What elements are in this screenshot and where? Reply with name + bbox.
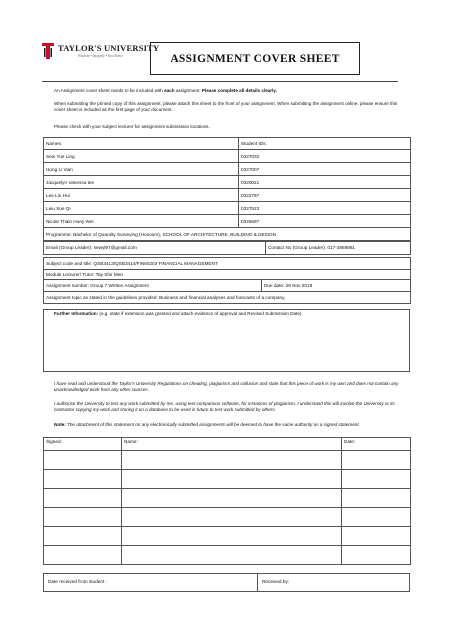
signature-row	[44, 451, 411, 470]
signature-cell[interactable]	[44, 489, 122, 508]
signature-cell[interactable]	[44, 451, 122, 470]
university-crest-icon	[42, 43, 54, 59]
declaration-authorisation: I authorise the University to test any work submitted by me, using text comparison software, for instances of plagiarism. I understand this will involve the University or its contractor copying my work and storing it on a database to be used in future to test work submitted by others.	[54, 401, 395, 412]
student-row	[44, 176, 411, 189]
instruction-3: Please check with your subject lecturer for assignment submission locations.	[54, 124, 210, 129]
topic-row	[44, 292, 411, 304]
signature-header-row	[44, 438, 411, 451]
ids-header: Student IDs:	[239, 138, 411, 150]
student-id[interactable]: 0325697	[239, 215, 411, 228]
student-id[interactable]: 0327007	[239, 163, 411, 176]
signature-row	[44, 489, 411, 508]
name-header: Name:	[122, 438, 342, 451]
instruction-2: When submitting the printed copy of this assignment, please attach this sheet to the front of your assignment. When submitting the assignment online, please ensure this cover sheet is included as the first page of your document.	[54, 101, 398, 112]
due-date-field[interactable]: Due date: 29 Nov 2018	[262, 280, 411, 292]
lecturer-field[interactable]: Module Lecturer/ Tutor: Tay Shir Men	[44, 270, 411, 280]
student-row	[44, 189, 411, 202]
student-row	[44, 202, 411, 215]
signature-row	[44, 527, 411, 546]
email-field[interactable]: Email (Group Leader): sewyl97@gmail.com	[44, 241, 266, 255]
received-by-label[interactable]: Received by:	[262, 579, 290, 584]
university-name: TAYLOR'S UNIVERSITY	[58, 43, 160, 53]
student-id[interactable]: 0320021	[239, 176, 411, 189]
signature-name-cell[interactable]	[122, 451, 342, 470]
student-row	[44, 163, 411, 176]
signature-date-cell[interactable]	[342, 470, 411, 489]
student-id[interactable]: 0322797	[239, 189, 411, 202]
declaration-plagiarism: I have read and understood the Taylor's University Regulations on cheating, plagiarism and collusion and state that this piece of work is my own and does not contain any unacknowledged work from any other sources.	[54, 381, 399, 392]
assignment-row	[44, 280, 411, 292]
assignment-number-field[interactable]: Assignment number: Group 7 Written Assignment	[44, 280, 262, 292]
signature-cell[interactable]	[44, 470, 122, 489]
student-name[interactable]: Jacquelyn Vanessa tee	[44, 176, 239, 189]
signature-date-cell[interactable]	[342, 451, 411, 470]
signature-cell[interactable]	[44, 508, 122, 527]
signature-date-cell[interactable]	[342, 508, 411, 527]
signature-cell[interactable]	[44, 546, 122, 565]
signature-name-cell[interactable]	[122, 546, 342, 565]
signature-date-cell[interactable]	[342, 527, 411, 546]
student-row	[44, 215, 411, 228]
signature-name-cell[interactable]	[122, 489, 342, 508]
university-logo	[42, 43, 160, 65]
further-info-label: Further Information: (e.g. state if extension was granted and attach evidence of approval and Revised Submission Date)	[54, 311, 302, 316]
programme-field[interactable]: Programme: Bachelor of Quantity Surveying (Honours), SCHOOL OF ARCHITECTURE, BUILDING & DESIGN	[44, 228, 411, 242]
declaration-note: Note: The attachment of this statement on any electronically submitted assignments will be deemed to have the same authority as a signed statement.	[54, 422, 360, 427]
topic-field[interactable]: Assignment topic as stated in the guidelines provided: Business and financial analyses and forecasts of a company.	[44, 292, 411, 304]
subject-table	[43, 257, 411, 304]
contact-field[interactable]: Contact No (Group Leader): 017-3869881	[266, 241, 411, 255]
students-header-row	[44, 138, 411, 150]
signature-table	[43, 437, 411, 565]
student-name[interactable]: Hong Li Vian	[44, 163, 239, 176]
contact-table	[43, 240, 411, 255]
students-table	[43, 137, 411, 242]
student-name[interactable]: Lieu Xue Qi	[44, 202, 239, 215]
date-header: Date:	[342, 438, 411, 451]
student-id[interactable]: 0327523	[239, 202, 411, 215]
date-received-label[interactable]: Date received from student :	[48, 579, 107, 584]
received-divider	[257, 573, 258, 592]
signature-row	[44, 546, 411, 565]
subject-field[interactable]: Subject code and title: QSB3413/QSB3414/FIN60203 FINANCIAL MANAGEMENT	[44, 258, 411, 270]
signature-row	[44, 508, 411, 527]
student-name[interactable]: Sew Yue Ling	[44, 150, 239, 163]
signature-cell[interactable]	[44, 527, 122, 546]
names-header: Names:	[44, 138, 239, 150]
signature-name-cell[interactable]	[122, 470, 342, 489]
signature-row	[44, 470, 411, 489]
signature-date-cell[interactable]	[342, 489, 411, 508]
student-name[interactable]: Lee Lin Hui	[44, 189, 239, 202]
signature-name-cell[interactable]	[122, 527, 342, 546]
signature-date-cell[interactable]	[342, 546, 411, 565]
signed-header: Signed:	[44, 438, 122, 451]
contact-row	[44, 241, 411, 255]
subject-row	[44, 258, 411, 270]
document-title: ASSIGNMENT COVER SHEET	[150, 42, 360, 75]
instruction-1: An Assignment cover sheet needs to be included with each assignment. Please complete all details clearly.	[54, 88, 277, 93]
student-row	[44, 150, 411, 163]
university-tagline: Wisdom • Integrity • Excellence	[78, 54, 124, 58]
student-name[interactable]: Nicole Thain Huey Wei	[44, 215, 239, 228]
student-id[interactable]: 0327032	[239, 150, 411, 163]
lecturer-row	[44, 270, 411, 280]
header-divider	[42, 81, 398, 82]
signature-name-cell[interactable]	[122, 508, 342, 527]
further-info-box[interactable]	[43, 309, 410, 372]
